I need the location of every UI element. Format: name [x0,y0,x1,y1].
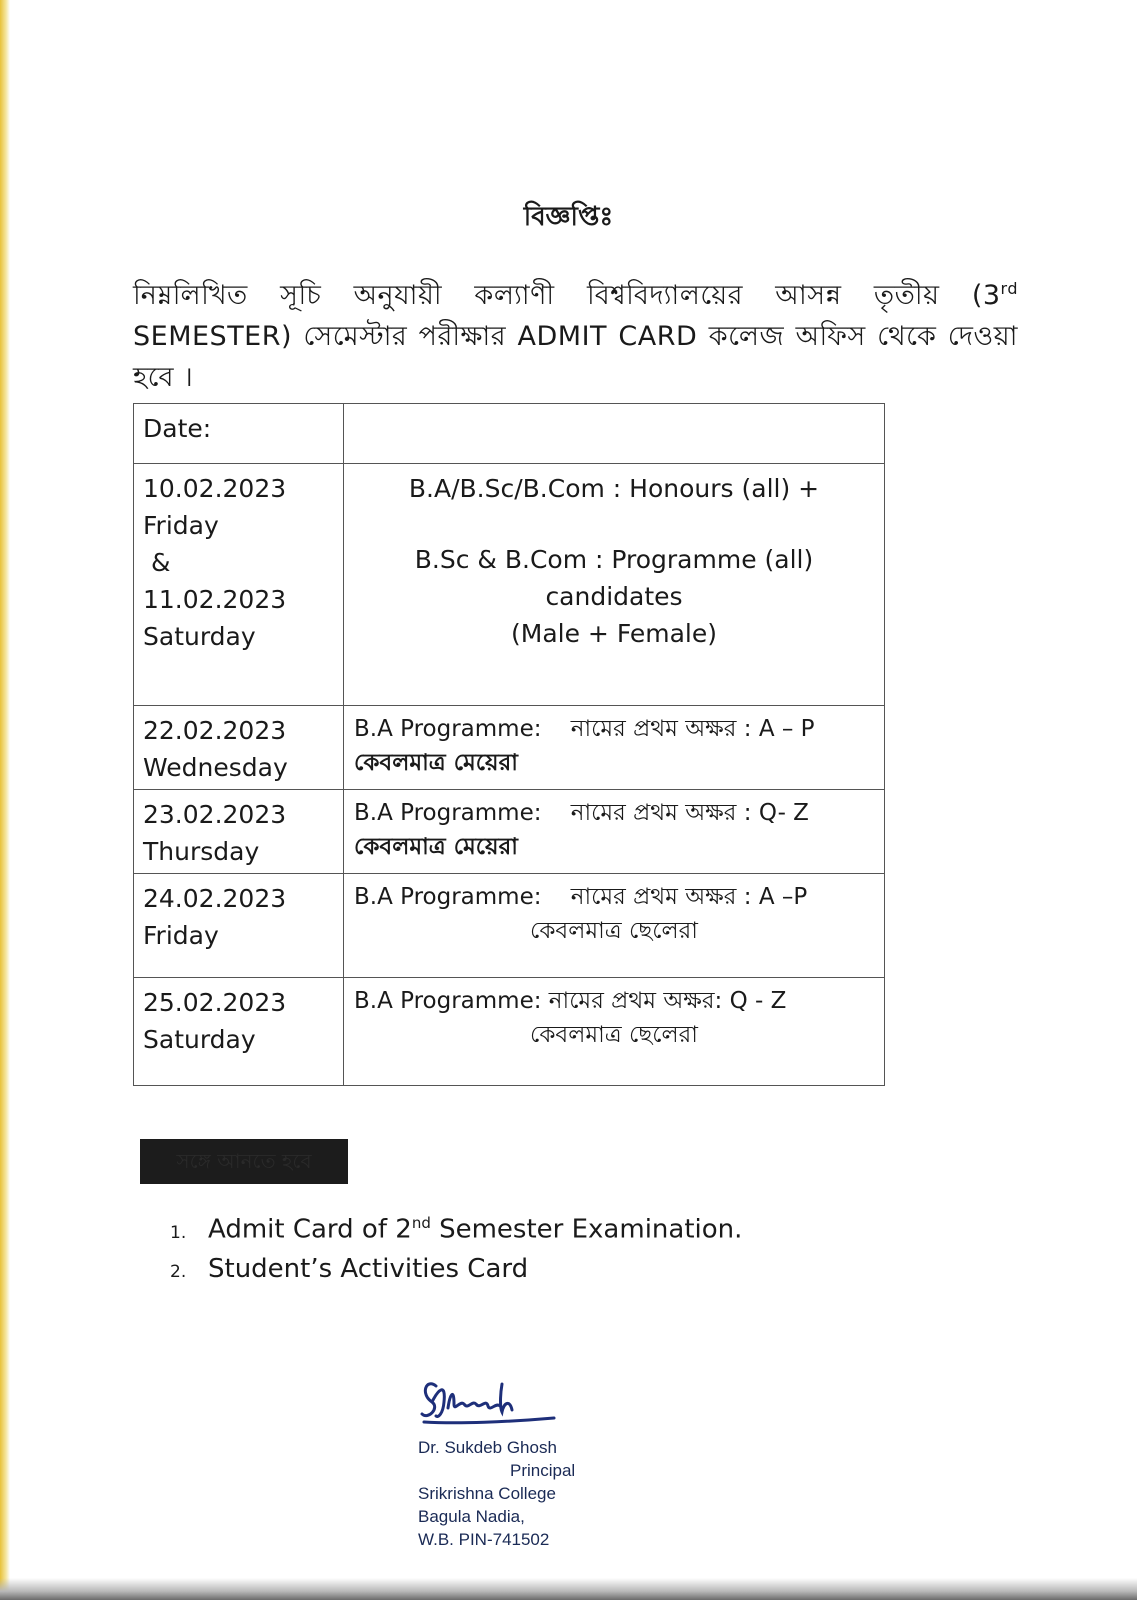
table-row [134,790,885,874]
initial-letter-range: নামের প্রথম অক্ষর : A –P [570,884,808,910]
exam-schedule-table [133,403,885,1086]
date-line: 23.02.2023 [143,800,287,829]
date-line: Friday [143,511,219,540]
date-line: Wednesday [143,753,288,782]
list-text: Admit Card of 2 [208,1214,412,1245]
signature-scrawl [418,1372,568,1434]
initial-letter-range: নামের প্রথম অক্ষর: Q - Z [548,988,787,1014]
table-row [134,706,885,790]
paper-edge-left [0,0,10,1600]
intro-text-1: নিম্নলিখিত সূচি অনুযায়ী কল্যাণী বিশ্ববিদ্যালয়ের আসন্ন তৃতীয় (3 [133,280,1001,311]
paper-edge-bottom [0,1578,1137,1600]
program-label: B.A Programme: [354,800,542,826]
notice-title: বিজ্ঞপ্তিঃ [523,202,614,232]
content-line: candidates [545,582,683,611]
college-name: Srikrishna College [418,1484,556,1503]
list-item [170,1200,742,1246]
content-line: B.A/B.Sc/B.Com : Honours (all) + [408,474,820,503]
list-text: Student’s Activities Card [208,1254,529,1284]
date-cell [134,706,344,790]
table-row [134,874,885,978]
program-line [354,712,874,746]
notice-intro [133,268,1018,398]
initial-letter-range: নামের প্রথম অক্ষর : Q- Z [570,800,809,826]
signatory-designation: Principal [510,1461,576,1480]
date-cell [134,874,344,978]
date-line: 11.02.2023 [143,585,287,614]
gender-note: কেবলমাত্র ছেলেরা [530,918,698,944]
table-row [134,978,885,1086]
content-cell [344,706,885,790]
requirements-list [170,1200,742,1292]
date-line: Friday [143,921,219,950]
date-line: & [143,548,171,577]
list-number: 1. [170,1222,187,1243]
list-sup: nd [411,1214,431,1232]
gender-note: কেবলমাত্র ছেলেরা [530,1022,698,1048]
program-line [354,880,874,914]
table-row [134,464,885,706]
date-line: Thursday [143,837,260,866]
gender-note: কেবলমাত্র মেয়েরা [354,750,518,776]
content-cell [344,978,885,1086]
list-item [170,1246,742,1292]
date-header-label: Date: [143,414,212,443]
signature-image [418,1372,618,1434]
list-number: 2. [170,1262,187,1282]
signatory-name: Dr. Sukdeb Ghosh [418,1438,557,1457]
intro-sup: rd [1000,279,1018,298]
date-line: 24.02.2023 [143,884,287,913]
date-line: 25.02.2023 [143,988,287,1017]
date-line: 22.02.2023 [143,716,287,745]
date-cell [134,978,344,1086]
intro-text-2: SEMESTER) সেমেস্টার পরীক্ষার ADMIT CARD কলেজ অফিস থেকে দেওয়া হবে । [133,321,1018,393]
content-header-cell [344,404,885,464]
content-cell [344,790,885,874]
college-address-line1: Bagula Nadia, [418,1507,525,1526]
content-line: (Male + Female) [511,619,717,648]
college-address-line2: W.B. PIN-741502 [418,1530,550,1549]
date-cell [134,464,344,706]
table-header-row [134,404,885,464]
date-cell [134,790,344,874]
signature-block [418,1436,575,1551]
content-cell [344,874,885,978]
program-label: B.A Programme: [354,988,542,1014]
program-line [354,796,874,830]
program-line [354,984,874,1018]
date-line: Saturday [143,622,256,651]
date-line: Saturday [143,1025,256,1054]
program-label: B.A Programme: [354,716,542,742]
gender-note: কেবলমাত্র মেয়েরা [354,834,518,860]
date-header-cell [134,404,344,464]
content-line: B.Sc & B.Com : Programme (all) [414,545,814,574]
content-cell [344,464,885,706]
list-text-end: Semester Examination. [430,1214,743,1245]
redacted-heading: সঙ্গে আনতে হবে [140,1139,348,1184]
date-line: 10.02.2023 [143,474,287,503]
program-label: B.A Programme: [354,884,542,910]
initial-letter-range: নামের প্রথম অক্ষর : A – P [570,716,815,742]
